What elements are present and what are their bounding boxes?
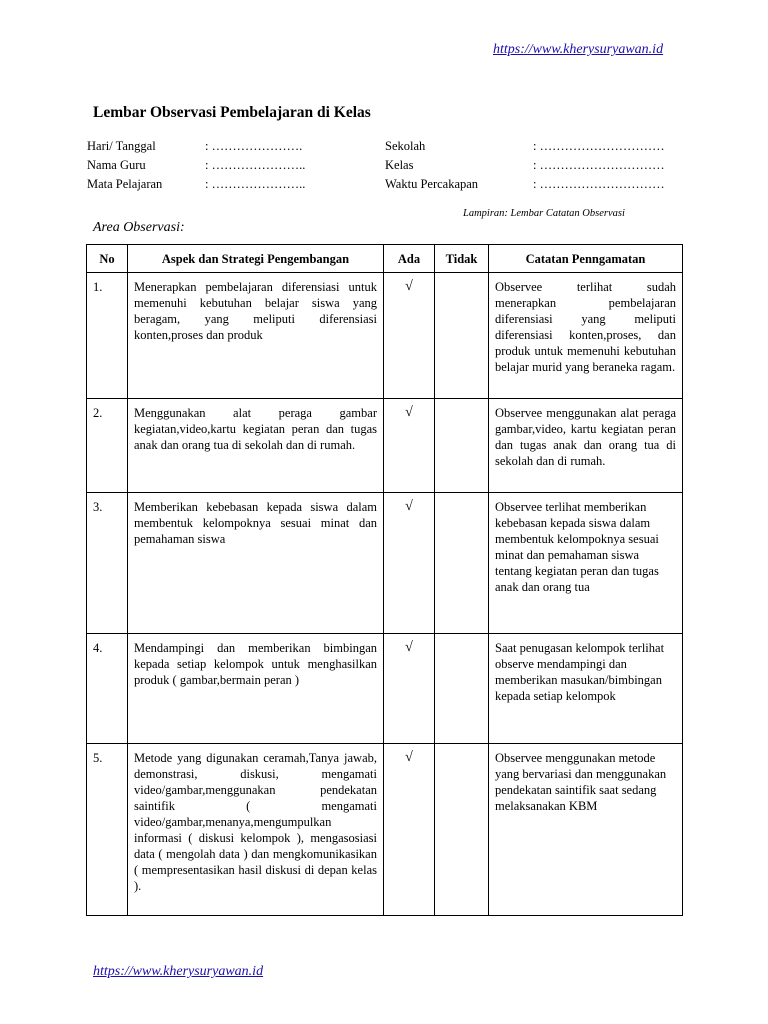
checkmark-icon: √	[384, 634, 435, 744]
value-kelas: : …………………………	[533, 158, 665, 172]
cell-tidak	[435, 399, 489, 493]
label-mata-pelajaran: Mata Pelajaran	[87, 177, 163, 191]
observation-table	[86, 244, 683, 916]
cell-no: 5.	[87, 744, 128, 916]
table-row	[87, 493, 683, 634]
label-sekolah: Sekolah	[385, 139, 426, 153]
checkmark-icon: √	[384, 399, 435, 493]
table-row	[87, 273, 683, 399]
header-ada: Ada	[384, 245, 435, 273]
website-link-bottom[interactable]: https://www.kherysuryawan.id	[93, 964, 264, 979]
cell-aspek: Mendampingi dan memberikan bimbingan kepada setiap kelompok untuk menghasilkan produk ( gambar,bermain peran )	[128, 634, 384, 744]
cell-no: 4.	[87, 634, 128, 744]
cell-aspek: Menggunakan alat peraga gambar kegiatan,video,kartu kegiatan peran dan tugas anak dan orang tua di sekolah dan di rumah.	[128, 399, 384, 493]
checkmark-icon: √	[384, 493, 435, 634]
cell-catatan: Saat penugasan kelompok terlihat observe mendampingi dan memberikan masukan/bimbingan kepada setiap kelompok	[489, 634, 683, 744]
cell-catatan: Observee terlihat sudah menerapkan pembelajaran diferensiasi yang meliputi diferensiasi konten,proses, dan produk untuk memenuhi kebutuhan belajar murid yang beraneka ragam.	[489, 273, 683, 399]
table-row	[87, 399, 683, 493]
header-catatan: Catatan Penngamatan	[489, 245, 683, 273]
website-link-top[interactable]: https://www.kherysuryawan.id	[493, 42, 664, 57]
cell-catatan: Observee menggunakan metode yang bervariasi dan menggunakan pendekatan saintifik saat sedang melaksanakan KBM	[489, 744, 683, 916]
header-tidak: Tidak	[435, 245, 489, 273]
cell-aspek: Memberikan kebebasan kepada siswa dalam membentuk kelompoknya sesuai minat dan pemahaman siswa	[128, 493, 384, 634]
cell-tidak	[435, 493, 489, 634]
cell-no: 2.	[87, 399, 128, 493]
value-nama-guru: : …………………..	[205, 158, 306, 172]
cell-tidak	[435, 634, 489, 744]
cell-no: 1.	[87, 273, 128, 399]
checkmark-icon: √	[384, 273, 435, 399]
table-row	[87, 634, 683, 744]
cell-catatan: Observee terlihat memberikan kebebasan kepada siswa dalam membentuk kelompoknya sesuai minat dan pemahaman siswa tentang kegiatan peran dan tugas anak dan orang tua	[489, 493, 683, 634]
area-observasi-label: Area Observasi:	[93, 220, 185, 235]
header-no: No	[87, 245, 128, 273]
cell-catatan: Observee menggunakan alat peraga gambar,video, kartu kegiatan peran dan tugas anak dan orang tua di sekolah dan di rumah.	[489, 399, 683, 493]
page-title: Lembar Observasi Pembelajaran di Kelas	[93, 104, 371, 121]
table-row	[87, 744, 683, 916]
cell-tidak	[435, 273, 489, 399]
value-sekolah: : …………………………	[533, 139, 665, 153]
value-hari-tanggal: : ………………….	[205, 139, 303, 153]
label-nama-guru: Nama Guru	[87, 158, 146, 172]
checkmark-icon: √	[384, 744, 435, 916]
cell-aspek: Metode yang digunakan ceramah,Tanya jawab, demonstrasi, diskusi, mengamati video/gambar,menggunakan pendekatan saintifik ( mengamati video/gambar,menanya,mengumpulkan informasi ( diskusi kelompok ), mengasosiasi data ( mengolah data ) dan mengkomunikasikan ( mempresentasikan hasil diskusi di depan kelas ).	[128, 744, 384, 916]
label-hari-tanggal: Hari/ Tanggal	[87, 139, 156, 153]
value-mata-pelajaran: : …………………..	[205, 177, 306, 191]
label-kelas: Kelas	[385, 158, 414, 172]
label-waktu-percakapan: Waktu Percakapan	[385, 177, 479, 191]
table-header-row	[87, 245, 683, 273]
lampiran-note: Lampiran: Lembar Catatan Observasi	[463, 208, 625, 219]
cell-no: 3.	[87, 493, 128, 634]
value-waktu-percakapan: : …………………………	[533, 177, 665, 191]
header-aspek: Aspek dan Strategi Pengembangan	[128, 245, 384, 273]
cell-aspek: Menerapkan pembelajaran diferensiasi untuk memenuhi kebutuhan belajar siswa yang beragam, yang meliputi diferensiasi konten,proses dan produk	[128, 273, 384, 399]
cell-tidak	[435, 744, 489, 916]
